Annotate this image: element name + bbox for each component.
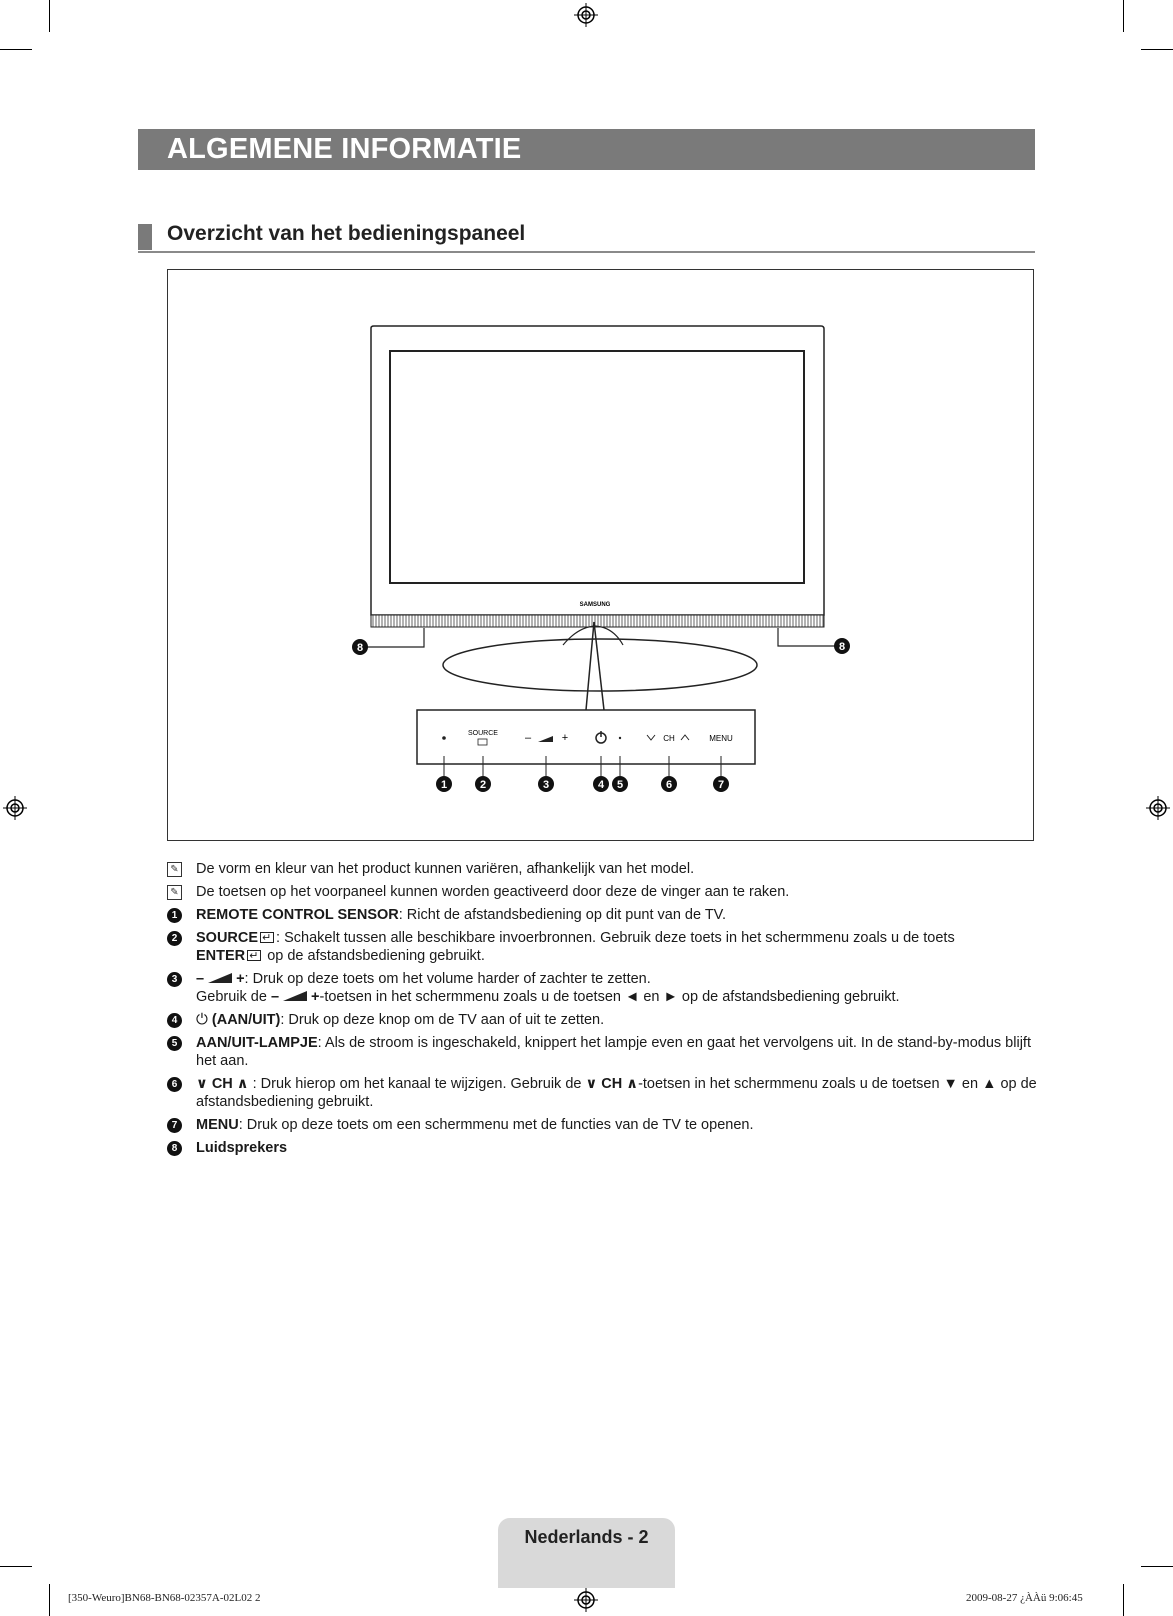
svg-text:5: 5 xyxy=(616,779,624,791)
list-item: 5 AAN/UIT-LAMPJE: Als de stroom is ingeschakeld, knippert het lampje even en gaat het vervolgens uit. In de stand-by-modus blijft het aan. xyxy=(167,1034,1047,1070)
power-icon: ⏻ xyxy=(196,1011,208,1028)
number-badge: 7 xyxy=(167,1118,182,1133)
registration-mark-icon xyxy=(574,3,598,27)
svg-text:8: 8 xyxy=(838,641,846,653)
svg-text:–: – xyxy=(524,732,532,744)
tv-diagram xyxy=(168,270,1035,842)
svg-text:6: 6 xyxy=(665,779,673,791)
note-icon: ✎ xyxy=(167,885,182,900)
svg-text:1: 1 xyxy=(440,779,448,791)
section-title: Overzicht van het bedieningspaneel xyxy=(167,222,526,245)
chevron-up-icon: ∧ xyxy=(236,1076,249,1092)
volume-icon xyxy=(283,991,307,1001)
crop-mark xyxy=(1123,0,1124,32)
svg-text:+: + xyxy=(561,732,569,744)
speaker-grille xyxy=(371,615,824,627)
chevron-up-icon: ∧ xyxy=(626,1076,639,1092)
registration-mark-icon xyxy=(1146,796,1170,820)
tv-screen xyxy=(390,351,804,583)
menu-label: MENU xyxy=(709,734,733,743)
chevron-down-icon: ∨ xyxy=(585,1076,598,1092)
page-title-bar xyxy=(138,129,1035,170)
list-item: 8 Luidsprekers xyxy=(167,1139,1047,1157)
list-item: 6 ∨ CH ∧ : Druk hierop om het kanaal te wijzigen. Gebruik de ∨ CH ∧-toetsen in het schermmenu zoals u de toetsen ▼ en ▲ op de afstandsbediening gebruikt. xyxy=(167,1075,1047,1111)
svg-text:3: 3 xyxy=(542,779,550,791)
section-heading xyxy=(138,220,1035,253)
number-badge: 6 xyxy=(167,1077,182,1092)
list-item: 3 – +: Druk op deze toets om het volume harder of zachter te zetten. Gebruik de – +-toetsen in het schermmenu zoals u de toetsen ◄ en ► op de afstandsbediening gebruikt. xyxy=(167,970,1047,1006)
control-panel-figure xyxy=(167,269,1034,841)
crop-mark xyxy=(49,1584,50,1616)
page-number: Nederlands - 2 xyxy=(524,1527,649,1547)
brand-logo: SAMSUNG xyxy=(579,602,611,608)
remote-sensor-icon xyxy=(442,736,446,740)
list-item: 2 SOURCE↵ : Schakelt tussen alle beschikbare invoerbronnen. Gebruik deze toets in het schermmenu zoals u de toets ENTER↵ op de afstandsbediening gebruikt. xyxy=(167,929,1047,965)
chevron-down-icon: ∨ xyxy=(196,1076,208,1092)
power-led xyxy=(619,737,621,739)
number-badge: 2 xyxy=(167,931,182,946)
crop-mark xyxy=(49,0,50,32)
list-item: 1 REMOTE CONTROL SENSOR: Richt de afstandsbediening op dit punt van de TV. xyxy=(167,906,1047,924)
number-badge: 5 xyxy=(167,1036,182,1051)
registration-mark-icon xyxy=(3,796,27,820)
source-label: SOURCE xyxy=(468,730,498,737)
number-badge: 4 xyxy=(167,1013,182,1028)
svg-text:4: 4 xyxy=(597,779,605,791)
registration-mark-icon xyxy=(574,1588,598,1612)
list-item: 4 ⏻ (AAN/UIT): Druk op deze knop om de TV aan of uit te zetten. xyxy=(167,1011,1047,1029)
svg-text:2: 2 xyxy=(479,779,487,791)
volume-icon xyxy=(208,973,232,983)
svg-text:7: 7 xyxy=(717,779,725,791)
print-info-left: [350-Weuro]BN68-BN68-02357A-02L02 2 xyxy=(68,1592,261,1604)
number-badge: 3 xyxy=(167,972,182,987)
page-number-tab xyxy=(498,1518,675,1588)
crop-mark xyxy=(0,1566,32,1567)
tv-stand xyxy=(443,639,757,691)
control-panel xyxy=(417,710,755,764)
note-icon: ✎ xyxy=(167,862,182,877)
crop-mark xyxy=(1123,1584,1124,1616)
print-info-right: 2009-08-27 ¿ÀÀü 9:06:45 xyxy=(966,1592,1083,1604)
enter-icon xyxy=(260,932,274,943)
ch-label: CH xyxy=(663,734,675,743)
number-badge: 1 xyxy=(167,908,182,923)
list-item: 7 MENU: Druk op deze toets om een schermmenu met de functies van de TV te openen. xyxy=(167,1116,1047,1134)
crop-mark xyxy=(1141,49,1173,50)
description-list xyxy=(167,860,1047,1162)
note-item: ✎ De toetsen op het voorpaneel kunnen worden geactiveerd door deze de vinger aan te raken. xyxy=(167,883,1047,901)
svg-text:8: 8 xyxy=(356,642,364,654)
enter-icon xyxy=(247,950,261,961)
crop-mark xyxy=(0,49,32,50)
page-title: ALGEMENE INFORMATIE xyxy=(167,133,522,165)
number-badge: 8 xyxy=(167,1141,182,1156)
note-item: ✎ De vorm en kleur van het product kunnen variëren, afhankelijk van het model. xyxy=(167,860,1047,878)
crop-mark xyxy=(1141,1566,1173,1567)
